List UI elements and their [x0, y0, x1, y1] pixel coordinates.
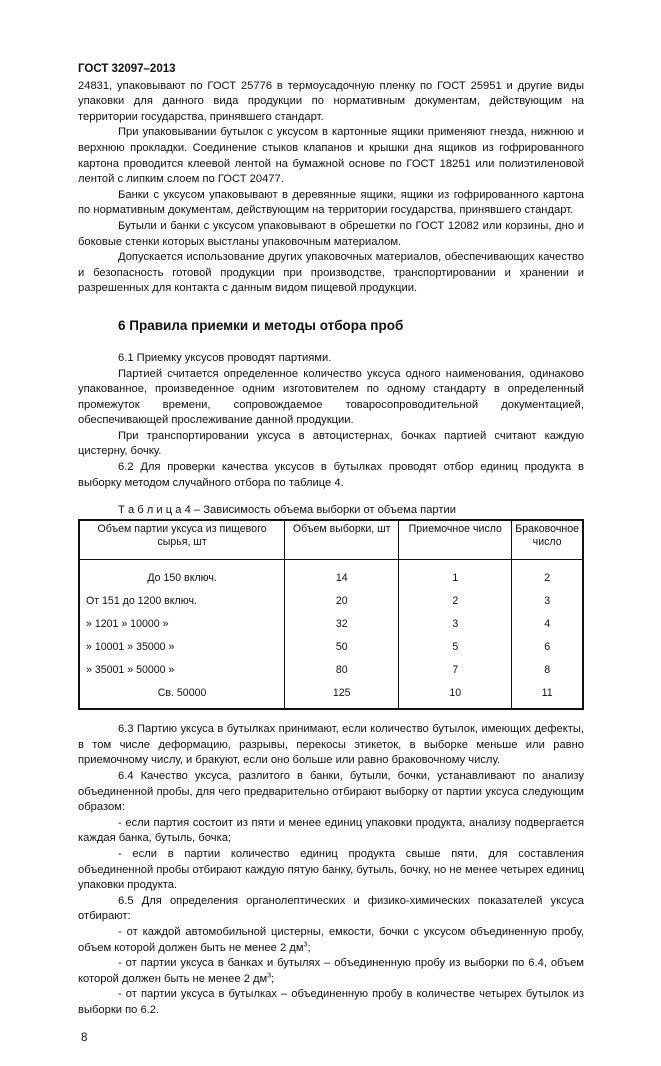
table-cell: 3	[399, 612, 512, 635]
table-cell: 32	[285, 612, 399, 635]
section-heading: 6 Правила приемки и методы отбора проб	[118, 317, 404, 333]
paragraph: При упаковывании бутылок с уксусом в картонные ящики применяют гнезда, нижнюю и верхнюю прокладки. Соединение стыков клапанов и крышки дна ящиков из гофрированного картона проводится клеевой лентой на бумажной основе по ГОСТ 18251 или полиэтиленовой лентой с липким слоем по ГОСТ 20477.	[78, 126, 584, 186]
paragraph: 6.4 Качество уксуса, разлитого в банки, бутыли, бочки, устанавливают по анализу объединенной пробы, для чего предварительно отбирают выборку от партии уксуса следующим образом:	[78, 770, 584, 814]
table-cell: 7	[399, 658, 512, 681]
table-cell: 11	[512, 681, 583, 709]
list-item-text: - от партии уксуса в банках и бутылях – объединенную пробу из выборки по 6.4, объем которой должен быть не менее 2 дм	[78, 957, 584, 985]
table-row	[79, 612, 583, 635]
table-cell: 80	[285, 658, 399, 681]
table-cell: От 151 до 1200 включ.	[79, 589, 285, 612]
list-item-text: - от каждой автомобильной цистерны, емкости, бочки с уксусом объединенную пробу, объем которой должен быть не менее 2 дм	[78, 925, 584, 954]
paragraph: 24831, упаковывают по ГОСТ 25776 в термоусадочную пленку по ГОСТ 25951 и другие виды упаковки для данного вида продукции по нормативным документам, действующим на территории государства, принявшего стандарт.	[78, 79, 584, 123]
table-row	[79, 681, 583, 709]
paragraph: 6.2 Для проверки качества уксусов в бутылках проводят отбор единиц продукта в выборку методом случайного отбора по таблице 4.	[78, 461, 584, 489]
list-item: - от партии уксуса в бутылках – объединенную пробу в количестве четырех бутылок из выборки по 6.2.	[78, 988, 584, 1016]
table-cell: » 10001 » 35000 »	[79, 635, 285, 658]
paragraph: Допускается использование других упаковочных материалов, обеспечивающих качество и безопасность готовой продукции при производстве, транспортировании и хранении и разрешенных для контакта с данным видом пищевой продукции.	[78, 251, 584, 295]
table-cell: 125	[285, 681, 399, 709]
column-header: Объем партии уксуса из пищевого сырья, шт	[79, 520, 285, 560]
list-item	[78, 956, 584, 987]
list-item-tail: ;	[307, 941, 311, 954]
superscript: 3	[303, 940, 308, 948]
list-item: - если партия состоит из пяти и менее единиц упаковки продукта, анализу подвергается каждая банка, бутыль, бочка;	[78, 816, 584, 845]
table-cell: 20	[285, 589, 399, 612]
table-row	[79, 560, 583, 590]
column-header: Приемочное число	[399, 520, 512, 560]
table-cell: Св. 50000	[79, 681, 285, 709]
table-cell: 2	[512, 560, 583, 590]
list-item-tail: ;	[271, 972, 275, 985]
paragraph: Партией считается определенное количество уксуса одного наименования, одинаково упакованное, произведенное одним изготовителем по одному стандарту в определенный промежуток времени, сопровождаемое товаросопроводительной документацией, обеспечивающей прослеживание данной продукции.	[78, 367, 584, 427]
table-cell: 4	[512, 612, 583, 635]
table-cell: 1	[399, 560, 512, 590]
table-cell: До 150 включ.	[79, 560, 285, 590]
paragraph: 6.5 Для определения органолептических и физико-химических показателей уксуса отбирают:	[78, 894, 584, 923]
paragraph: При транспортировании уксуса в автоцистернах, бочках партией считают каждую цистерну, бочку.	[78, 429, 584, 458]
table-cell: 5	[399, 635, 512, 658]
table-cell: » 35001 » 50000 »	[79, 658, 285, 681]
table-cell: 10	[399, 681, 512, 709]
paragraph: 6.3 Партию уксуса в бутылках принимают, если количество бутылок, имеющих дефекты, в том числе деформацию, разрывы, перекосы этикеток, в выборке меньше или равно приемочному числу, и бракуют, если оно больше или равно браковочному числу.	[78, 723, 584, 767]
list-item: - если в партии количество единиц продукта свыше пяти, для составления объединенной пробы отбирают каждую пятую банку, бутыль, бочку, но не менее четырех единиц упаковки продукта.	[78, 848, 584, 892]
list-item	[78, 925, 584, 956]
paragraph: Банки с уксусом упаковывают в деревянные ящики, ящики из гофрированного картона по нормативным документам, действующим на территории государства, принявшего стандарт.	[78, 188, 584, 217]
page-number: 8	[81, 1031, 88, 1044]
column-header: Объем выборки, шт	[285, 520, 399, 560]
table-row	[79, 589, 583, 612]
table-cell: 50	[285, 635, 399, 658]
document-page	[78, 0, 584, 1046]
table-row	[79, 658, 583, 681]
table-cell: 8	[512, 658, 583, 681]
sample-size-table	[78, 519, 584, 710]
paragraph: Бутыли и банки с уксусом упаковывают в обрешетки по ГОСТ 12082 или корзины, дно и боковые стенки которых выстланы упаковочным материалом.	[78, 219, 584, 248]
table-caption: Т а б л и ц а 4 – Зависимость объема выборки от объема партии	[118, 504, 457, 517]
table-row	[79, 635, 583, 658]
column-header: Браковочное число	[512, 520, 583, 560]
document-header: ГОСТ 32097–2013	[78, 63, 176, 75]
table-cell: 3	[512, 589, 583, 612]
table-cell: » 1201 » 10000 »	[79, 612, 285, 635]
table-cell: 14	[285, 560, 399, 590]
superscript: 3	[267, 972, 272, 980]
paragraph: 6.1 Приемку уксусов проводят партиями.	[118, 351, 332, 364]
table-cell: 6	[512, 635, 583, 658]
table-cell: 2	[399, 589, 512, 612]
